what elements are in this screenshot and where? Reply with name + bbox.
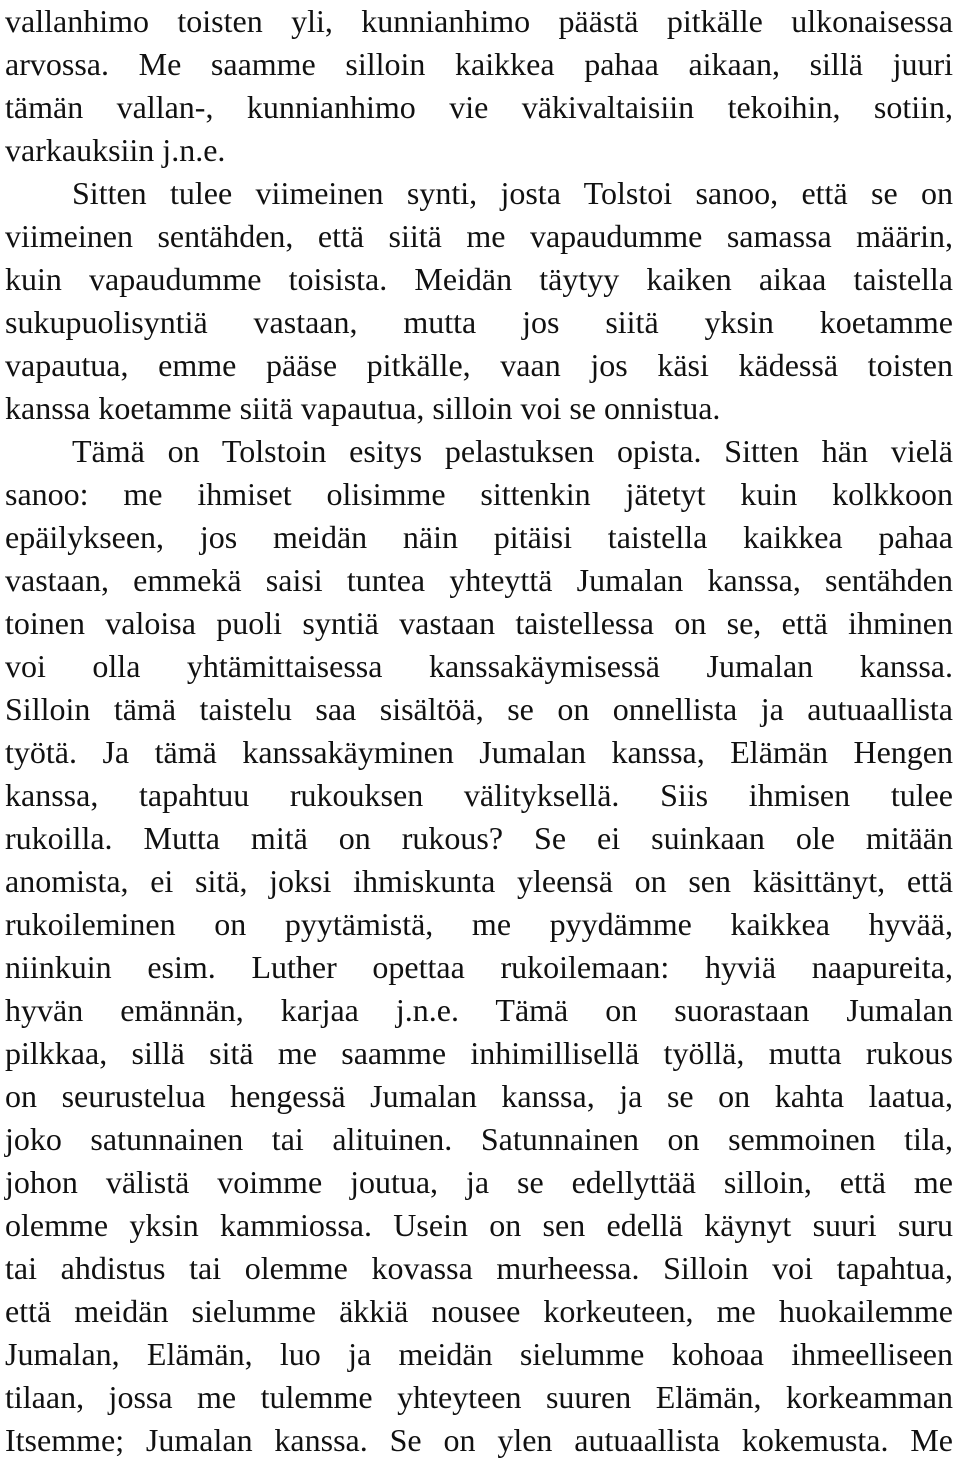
text-line: kanssa, tapahtuu rukouksen välityksellä. Siis ihmisen tulee (5, 777, 953, 813)
text-line: Itsemme; Jumalan kanssa. Se on ylen autuaallista kokemusta. Me (5, 1422, 953, 1458)
text-line: sanoo: me ihmiset olisimme sittenkin jätetyt kuin kolkkoon (5, 476, 953, 512)
paragraph-start-line: Tämä on Tolstoin esitys pelastuksen opista. Sitten hän vielä (72, 433, 953, 469)
text-line: johon välistä voimme joutua, ja se edellyttää silloin, että me (5, 1164, 953, 1200)
text-line: viimeinen sentähden, että siitä me vapaudumme samassa määrin, (5, 218, 953, 254)
text-line: toinen valoisa puoli syntiä vastaan taistellessa on se, että ihminen (5, 605, 953, 641)
text-line: on seurustelua hengessä Jumalan kanssa, ja se on kahta laatua, (5, 1078, 953, 1114)
text-line: vapautua, emme pääse pitkälle, vaan jos käsi kädessä toisten (5, 347, 953, 383)
text-line: että meidän sielumme äkkiä nousee korkeuteen, me huokailemme (5, 1293, 953, 1329)
text-line: kanssa koetamme siitä vapautua, silloin voi se onnistua. (5, 390, 721, 426)
text-line: varkauksiin j.n.e. (5, 132, 226, 168)
text-line: anomista, ei sitä, joksi ihmiskunta yleensä on sen käsittänyt, että (5, 863, 953, 899)
text-line: niinkuin esim. Luther opettaa rukoilemaan: hyviä naapureita, (5, 949, 953, 985)
text-line: hyvän emännän, karjaa j.n.e. Tämä on suorastaan Jumalan (5, 992, 953, 1028)
text-line: olemme yksin kammiossa. Usein on sen edellä käynyt suuri suru (5, 1207, 953, 1243)
text-line: Silloin tämä taistelu saa sisältöä, se on onnellista ja autuaallista (5, 691, 953, 727)
paragraph-start-line: Sitten tulee viimeinen synti, josta Tolstoi sanoo, että se on (72, 175, 953, 211)
text-line: rukoileminen on pyytämistä, me pyydämme kaikkea hyvää, (5, 906, 953, 942)
text-line: joko satunnainen tai alituinen. Satunnainen on semmoinen tila, (5, 1121, 953, 1157)
text-line: pilkkaa, sillä sitä me saamme inhimillisellä työllä, mutta rukous (5, 1035, 953, 1071)
text-line: työtä. Ja tämä kanssakäyminen Jumalan kanssa, Elämän Hengen (5, 734, 953, 770)
text-line: tilaan, jossa me tulemme yhteyteen suuren Elämän, korkeamman (5, 1379, 953, 1415)
text-line: vallanhimo toisten yli, kunnianhimo päästä pitkälle ulkonaisessa (5, 3, 953, 39)
text-line: rukoilla. Mutta mitä on rukous? Se ei suinkaan ole mitään (5, 820, 953, 856)
text-line: tai ahdistus tai olemme kovassa murheessa. Silloin voi tapahtua, (5, 1250, 953, 1286)
text-line: kuin vapaudumme toisista. Meidän täytyy kaiken aikaa taistella (5, 261, 953, 297)
text-line: vastaan, emmekä saisi tuntea yhteyttä Jumalan kanssa, sentähden (5, 562, 953, 598)
text-line: voi olla yhtämittaisessa kanssakäymisessä Jumalan kanssa. (5, 648, 953, 684)
text-line: tämän vallan-, kunnianhimo vie väkivaltaisiin tekoihin, sotiin, (5, 89, 953, 125)
text-line: sukupuolisyntiä vastaan, mutta jos siitä yksin koetamme (5, 304, 953, 340)
text-line: epäilykseen, jos meidän näin pitäisi taistella kaikkea pahaa (5, 519, 953, 555)
text-line: arvossa. Me saamme silloin kaikkea pahaa aikaan, sillä juuri (5, 46, 953, 82)
text-line: Jumalan, Elämän, luo ja meidän sielumme kohoaa ihmeelliseen (5, 1336, 953, 1372)
